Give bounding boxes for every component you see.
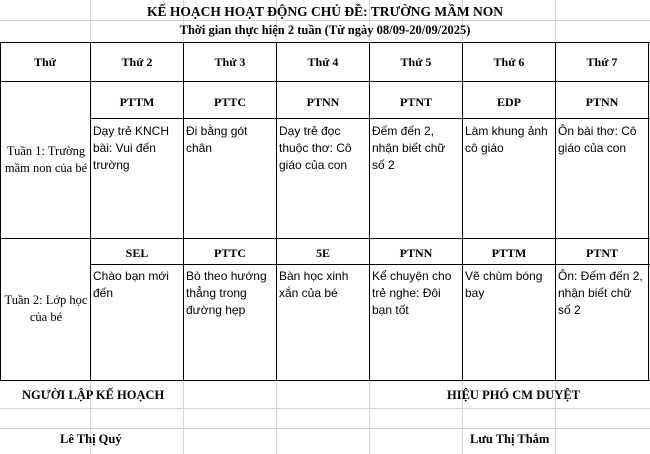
- header-day-mon: Thứ 2: [121, 55, 153, 69]
- week-1-area-mon: PTTM: [119, 95, 155, 109]
- header-day-sat: Thứ 7: [586, 55, 618, 69]
- header-day-wed: Thứ 4: [307, 55, 339, 69]
- week-2-activity-sat: Ôn: Đếm đến 2, nhận biết chữ số 2: [558, 269, 643, 317]
- planner-name: Lê Thị Quý: [60, 432, 122, 446]
- week-1-area-wed: PTNN: [306, 95, 340, 109]
- week-2-area-wed: 5E: [315, 246, 330, 260]
- week-2-area-sat: PTNT: [585, 246, 618, 260]
- header-day-column: Thứ: [34, 55, 56, 69]
- week-1-area-thu: PTNT: [399, 95, 432, 109]
- week-1-area-fri: EDP: [497, 95, 521, 109]
- page-title: KẾ HOẠCH HOẠT ĐỘNG CHỦ ĐỀ: TRƯỜNG MẦM NON: [146, 4, 503, 19]
- header-day-thu: Thứ 5: [400, 55, 432, 69]
- week-1-label: Tuần 1: Trường mầm non của bé: [4, 144, 88, 175]
- approver-name: Lưu Thị Thắm: [470, 432, 550, 446]
- week-1-activity-mon: Dạy trẻ KNCH bài: Vui đến trường: [93, 124, 170, 172]
- week-1-activity-sat: Ôn bài thơ: Cô giáo của con: [558, 124, 637, 155]
- week-2-area-tue: PTTC: [213, 246, 246, 260]
- week-1-area-tue: PTTC: [213, 95, 246, 109]
- approver-title: HIỆU PHÓ CM DUYỆT: [447, 388, 580, 402]
- week-2-activity-thu: Kể chuyện cho trẻ nghe: Đôi bạn tốt: [372, 269, 452, 317]
- page-subtitle: Thời gian thực hiện 2 tuần (Từ ngày 08/09-20/09/2025): [179, 23, 471, 37]
- header-day-tue: Thứ 3: [214, 55, 246, 69]
- week-1-activity-fri: Làm khung ảnh cô giáo: [465, 124, 548, 155]
- week-2-area-mon: SEL: [125, 246, 149, 260]
- week-2-area-thu: PTNN: [399, 246, 433, 260]
- week-2-activity-mon: Chào bạn mới đến: [93, 269, 169, 300]
- week-1-activity-tue: Đi bằng gót chân: [186, 124, 248, 155]
- header-day-fri: Thứ 6: [493, 55, 525, 69]
- week-2-area-fri: PTTM: [491, 246, 527, 260]
- week-1-activity-thu: Đếm đến 2, nhận biết chữ số 2: [372, 124, 446, 172]
- week-2-activity-tue: Bò theo hướng thẳng trong đường hẹp: [186, 269, 267, 317]
- week-2-label: Tuần 2: Lớp học của bé: [4, 293, 88, 324]
- week-2-activity-wed: Bàn học xinh xắn của bé: [279, 269, 349, 300]
- week-1-area-sat: PTNN: [585, 95, 619, 109]
- planner-title: NGƯỜI LẬP KẾ HOẠCH: [22, 388, 165, 402]
- week-1-activity-wed: Dạy trẻ đọc thuộc thơ: Cô giáo của con: [279, 124, 352, 172]
- week-2-activity-fri: Vẽ chùm bóng bay: [465, 269, 543, 300]
